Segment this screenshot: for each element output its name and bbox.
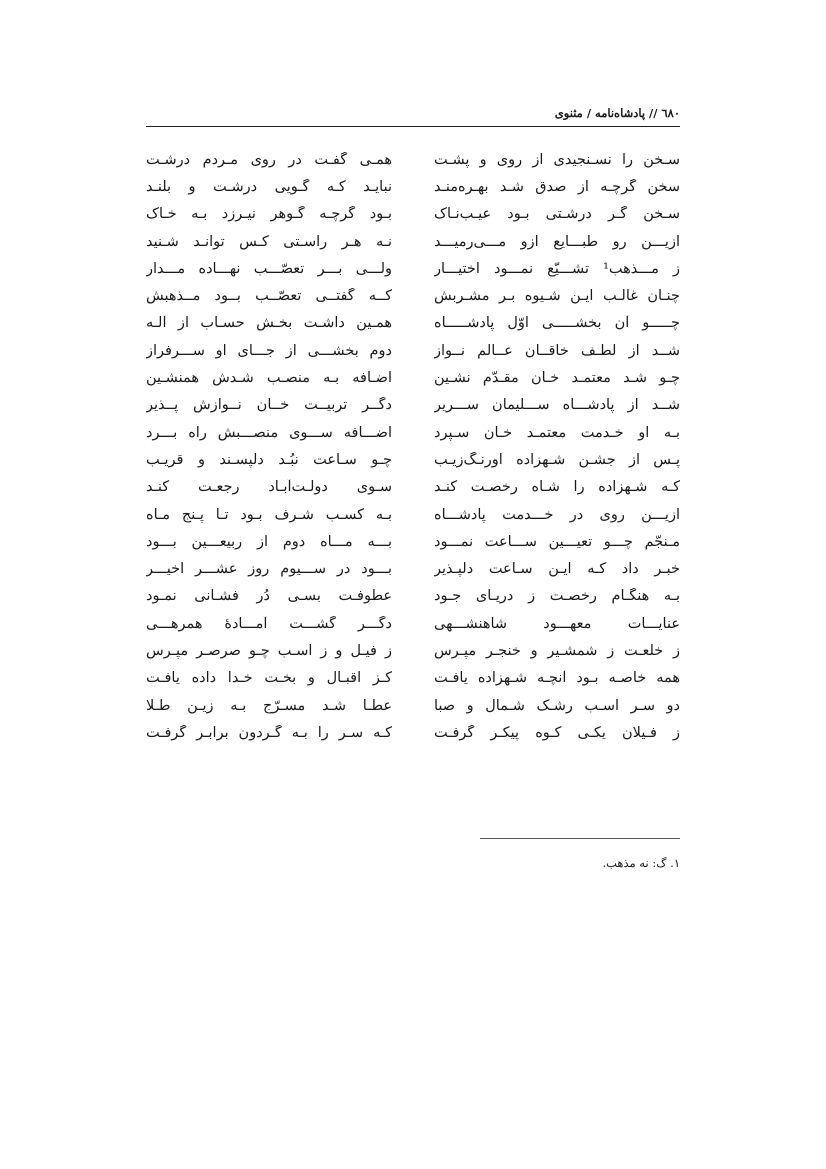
hemistich-first: کـه شـهزاده را شـاه رخصـت کنـد <box>434 479 680 496</box>
hemistich-second: همـین داشـت بخـش حسـاب از آلـه <box>146 315 392 332</box>
hemistich-first: بـه او خـدمت معتمـد خـان سـپرد <box>434 424 680 441</box>
hemistich-first: شــد از پادشـــاه ســـلیمان ســـریر <box>434 397 680 414</box>
couplet-row <box>146 255 680 282</box>
hemistich-second: دگــر تربیــت خــان نــوازش پــذیر <box>146 397 392 414</box>
hemistich-second: نبایـد کـه گـویی درشـت و بلنـد <box>146 178 392 195</box>
couplet-row <box>146 392 680 419</box>
hemistich-second: عطـا شـد مسـرّج بـه زیـن طـلا <box>146 697 392 714</box>
couplet-row <box>146 719 680 746</box>
hemistich-first: عنایـــات معهـــود شاهنشـــهی <box>434 615 680 632</box>
hemistich-first: ازیـــن روی در خـــدمت پادشـــاه <box>434 506 680 523</box>
hemistich-second: سـوی دولـت‌آبـاد رجعـت کنـد <box>146 479 392 496</box>
hemistich-first: ز مـــذهب¹ تشـــیّع نمـــود اختیـــار <box>434 260 680 277</box>
couplet-row <box>146 282 680 309</box>
hemistich-first: سـخن گـر درشـتی بـود عیـب‌نـاک <box>434 206 680 223</box>
hemistich-first: همه خاصـه بـود آنچـه شـهزاده یافـت <box>434 670 680 687</box>
couplet-row <box>146 146 680 173</box>
hemistich-second: نـه هـر راسـتی کـس توانـد شـنید <box>146 233 392 250</box>
couplet-row <box>146 201 680 228</box>
hemistich-second: همـی گفـت در روی مـردم درشـت <box>146 151 392 168</box>
hemistich-second: بـود گرچـه گـوهر نیـرزد بـه خـاک <box>146 206 392 223</box>
couplet-row <box>146 446 680 473</box>
hemistich-second: چـو سـاعت نبُـد دلپسـند و قریـب <box>146 451 392 468</box>
hemistich-second: اضـــافه ســـوی منصـــبش راه بـــرد <box>146 424 392 441</box>
hemistich-first: شــد از لطـف خاقــان عــالم نــواز <box>434 342 680 359</box>
hemistich-second: عطوفـت بسـی دُر فشـانی نمـود <box>146 588 392 605</box>
hemistich-second: دوم بخشـــی از جـــای او ســـرفراز <box>146 342 392 359</box>
hemistich-second: کــه گفتــی تعصّــب بــود مــذهبش <box>146 288 392 305</box>
couplet-row <box>146 692 680 719</box>
couplet-row <box>146 337 680 364</box>
couplet-row <box>146 173 680 200</box>
hemistich-first: سـخن را نسـنجیدی از روی و پشـت <box>434 151 680 168</box>
hemistich-second: کـه سـر را بـه گـردون برابـر گرفـت <box>146 724 392 741</box>
hemistich-second: بـه کسـب شـرف بـود تـا پـنج مـاه <box>146 506 392 523</box>
hemistich-first: چـــــو آن بخشـــــی اوّل پادشـــــاه <box>434 315 680 332</box>
footnote-divider <box>480 838 680 839</box>
couplet-row <box>146 419 680 446</box>
couplet-row <box>146 474 680 501</box>
hemistich-first: چـو شـد معتمـد خـان مقـدّم نشـین <box>434 370 680 387</box>
hemistich-first: سخن گرچـه از صدق شـد بهـره‌منـد <box>434 178 680 195</box>
hemistich-second: کـز اقبـال و بخـت خـدا داده یافـت <box>146 670 392 687</box>
hemistich-first: خبـر داد کـه ایـن سـاعت دلپـذیر <box>434 561 680 578</box>
hemistich-first: چنـان غالـب ایـن شـیوه بـر مشـربش <box>434 288 680 305</box>
hemistich-first: پـس از جشـن شـهزاده اورنـگ‌زیـب <box>434 451 680 468</box>
hemistich-first: بـه هنگـام رخصـت ز دریـای جـود <box>434 588 680 605</box>
couplet-row <box>146 528 680 555</box>
couplet-row <box>146 555 680 582</box>
hemistich-first: ازیـــن رو طبـــایع ازو مـــی‌رمیـــد <box>434 233 680 250</box>
couplet-row <box>146 665 680 692</box>
hemistich-first: مـنجّم چـــو تعیـــین ســـاعت نمـــود <box>434 533 680 550</box>
couplet-row <box>146 583 680 610</box>
hemistich-second: اضـافه بـه منصـب شـدش همنشـین <box>146 370 392 387</box>
hemistich-first: ز خلعـت ز شمشـیر و خنجـر مپـرس <box>434 642 680 659</box>
hemistich-second: دگـــر گشـــت آمـــادهٔ همرهـــی <box>146 615 392 632</box>
footnote: ۱. گ: نه مذهب. <box>602 856 680 870</box>
couplet-row <box>146 310 680 337</box>
couplet-row <box>146 228 680 255</box>
hemistich-second: ز فیـل و ز اسـب چـو صرصـر مپـرس <box>146 642 392 659</box>
couplet-row <box>146 610 680 637</box>
couplet-row <box>146 501 680 528</box>
hemistich-first: دو سـر اسـب رشـک شـمال و صبا <box>434 697 680 714</box>
hemistich-second: بـــود در ســـیوم روز عشـــر اخیـــر <box>146 561 392 578</box>
couplet-row <box>146 364 680 391</box>
couplet-row <box>146 637 680 664</box>
page-header-title: ٦٨٠ // پادشاه‌نامه / مثنوی <box>554 106 680 120</box>
header-divider <box>146 126 680 127</box>
hemistich-second: ولـــی بـــر تعصّـــب نهـــاده مـــدار <box>146 260 392 277</box>
hemistich-second: بـــه مـــاه دوم از ربیعـــین بـــود <box>146 533 392 550</box>
hemistich-first: ز فـیلان یکـی کـوه پیکـر گرفـت <box>434 724 680 741</box>
poem-body <box>146 146 680 747</box>
